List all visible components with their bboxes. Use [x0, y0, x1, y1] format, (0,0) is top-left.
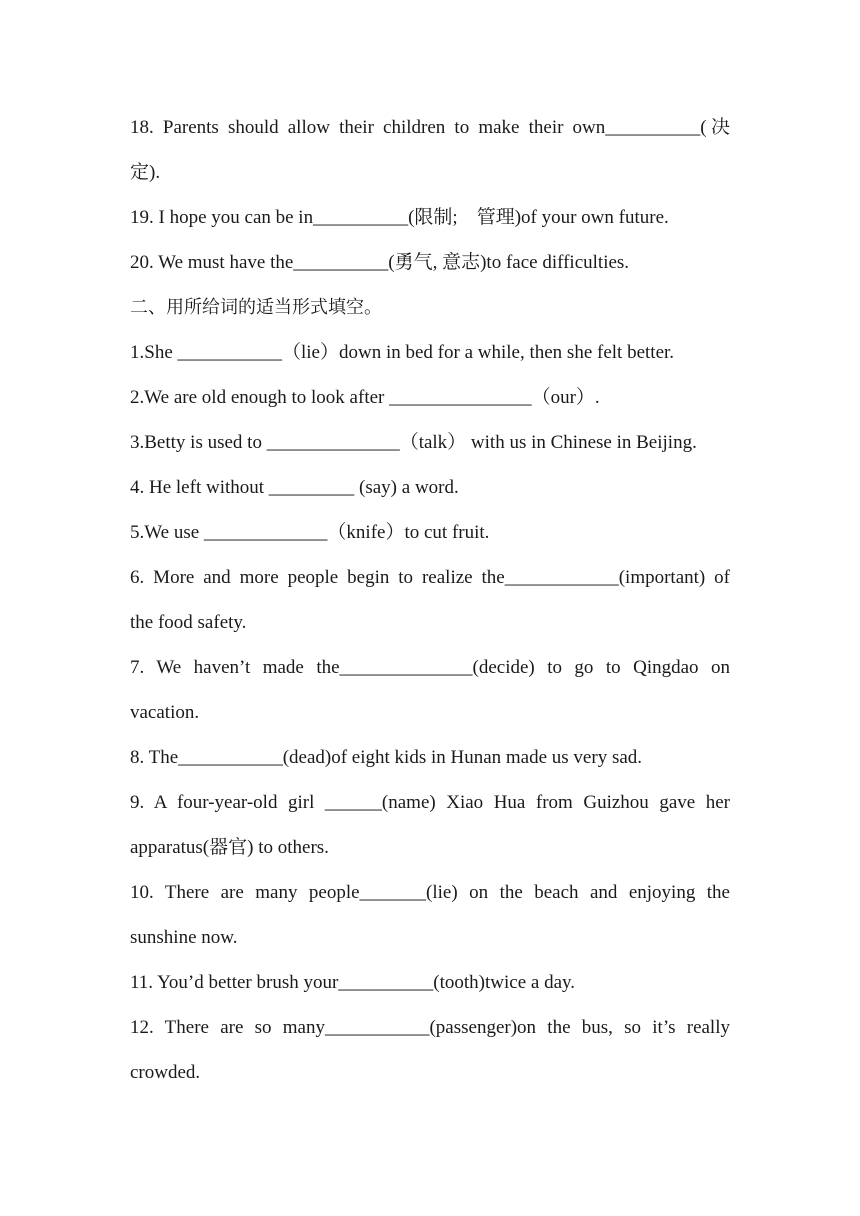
question-5: 5.We use _____________（knife）to cut fruit. [130, 522, 490, 543]
question-4: 4. He left without _________ (say) a word. [130, 477, 459, 498]
question-6-line-1: 6. More and more people begin to realize the____________(important) of [130, 567, 730, 588]
question-2: 2.We are old enough to look after _______________（our）. [130, 387, 600, 408]
section-heading: 二、用所给词的适当形式填空。 [130, 297, 382, 318]
question-9-line-2: apparatus(器官) to others. [130, 837, 329, 858]
question-11: 11. You’d better brush your__________(tooth)twice a day. [130, 972, 576, 993]
question-12-line-1: 12. There are so many___________(passenger)on the bus, so it’s really [130, 1017, 730, 1038]
question-18-line-2: 定). [130, 162, 161, 183]
question-19: 19. I hope you can be in__________(限制; 管理)of your own future. [130, 207, 669, 228]
question-18-line-1: 18. Parents should allow their children to make their own__________(决 [130, 117, 730, 138]
question-7-line-2: vacation. [130, 702, 200, 723]
question-10-line-2: sunshine now. [130, 927, 238, 948]
question-6-line-2: the food safety. [130, 612, 247, 633]
question-7-line-1: 7. We haven’t made the______________(decide) to go to Qingdao on [130, 657, 730, 678]
question-8: 8. The___________(dead)of eight kids in Hunan made us very sad. [130, 747, 643, 768]
exercise-text [130, 105, 730, 1095]
question-3: 3.Betty is used to ______________（talk） with us in Chinese in Beijing. [130, 432, 697, 453]
question-1: 1.She ___________（lie）down in bed for a while, then she felt better. [130, 342, 675, 363]
question-9-line-1: 9. A four-year-old girl ______(name) Xiao Hua from Guizhou gave her [130, 792, 730, 813]
question-20: 20. We must have the__________(勇气, 意志)to face difficulties. [130, 252, 630, 273]
question-10-line-1: 10. There are many people_______(lie) on the beach and enjoying the [130, 882, 730, 903]
question-12-line-2: crowded. [130, 1062, 201, 1083]
